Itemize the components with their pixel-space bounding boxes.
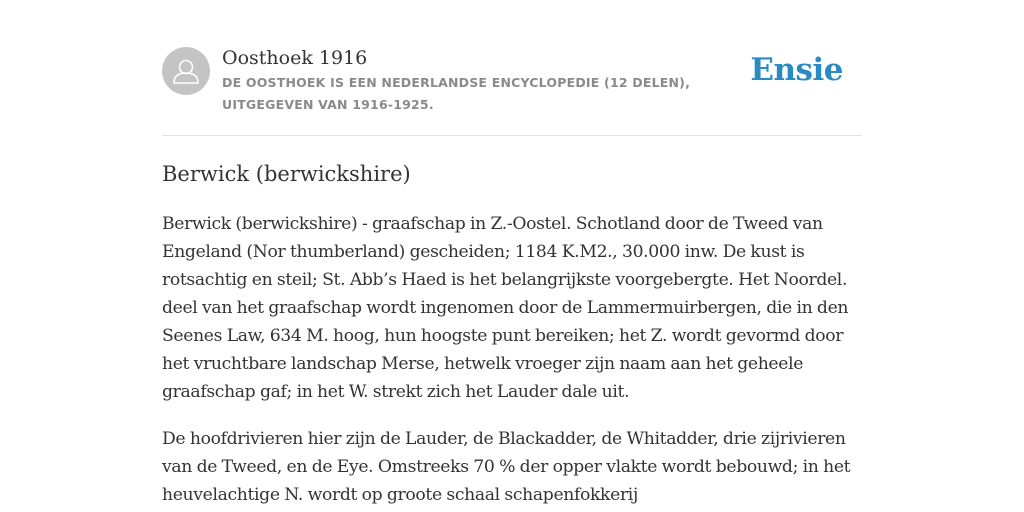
article-paragraph: De hoofdrivieren hier zijn de Lauder, de Blackadder, de Whitadder, drie zijrivieren van de Tweed, en de Eye. Omstreeks 70 % der opper vlakte wordt bebouwd; in het heuvelachtige N. wordt op groote schaal schapenfokkerij (162, 429, 851, 505)
avatar[interactable] (162, 47, 210, 95)
user-icon (162, 47, 210, 95)
source-header (162, 46, 862, 116)
article-title: Berwick (berwickshire) (162, 162, 411, 186)
source-title[interactable]: Oosthoek 1916 (222, 47, 368, 69)
header-divider (162, 135, 862, 136)
article (162, 158, 862, 512)
ensie-logo[interactable]: Ensie (750, 52, 843, 88)
article-paragraph: Berwick (berwickshire) - graafschap in Z.-Oostel. Schotland door de Tweed van Engeland (Nor thumberland) gescheiden; 1184 K.M2., 30.000 inw. De kust is rotsachtig en steil; St. Abb’s Haed is het belangrijkste voorgebergte. Het Noordel. deel van het graafschap wordt ingenomen door de Lammermuirbergen, die in den Seenes Law, 634 M. hoog, hun hoogste punt bereiken; het Z. wordt gevormd door het vruchtbare landschap Merse, hetwelk vroeger zijn naam aan het geheele graafschap gaf; in het W. strekt zich het Lauder dale uit. (162, 214, 849, 402)
source-description: DE OOSTHOEK IS EEN NEDERLANDSE ENCYCLOPEDIE (12 DELEN), UITGEGEVEN VAN 1916-1925. (222, 75, 691, 112)
source-info (222, 46, 762, 116)
